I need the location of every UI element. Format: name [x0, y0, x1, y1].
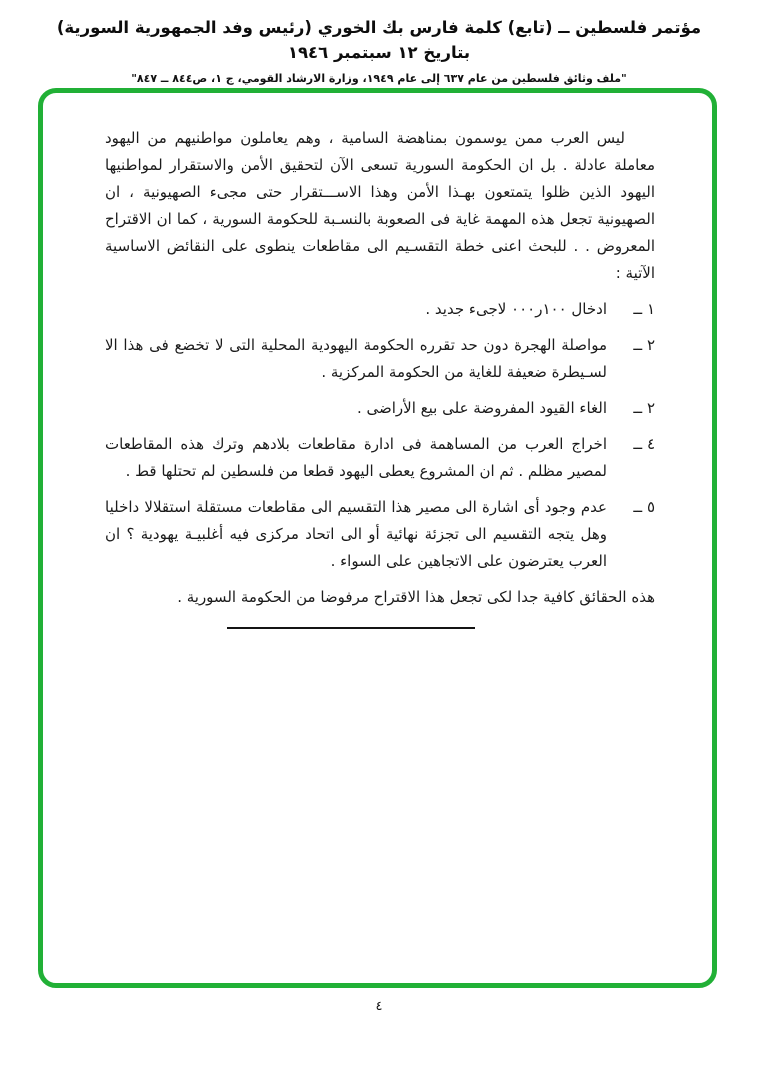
item-text: مواصلة الهجرة دون حد تقرره الحكومة اليهودية المحلية التى لا تخضع فى هذا الا لسـيطرة ضعيفة للغاية من الحكومة المركزية . [105, 336, 607, 381]
item-marker [607, 494, 655, 575]
list-item [105, 395, 655, 422]
item-text: الغاء القيود المفروضة على بيع الأراضى . [356, 399, 607, 417]
item-dash: ــ [633, 498, 643, 516]
item-dash: ــ [633, 300, 643, 318]
list-item [105, 296, 655, 323]
item-number: ١ [646, 300, 655, 318]
list-item [105, 332, 655, 386]
item-marker [607, 431, 655, 485]
item-dash: ــ [633, 336, 643, 354]
document-body [43, 93, 712, 629]
list-item [105, 494, 655, 575]
item-dash: ــ [633, 399, 643, 417]
item-number: ٥ [646, 498, 655, 516]
item-marker [607, 332, 655, 386]
item-text: عدم وجود أى اشارة الى مصير هذا التقسيم الى مقاطعات مستقلة استقلالا داخليا وهل يتجه التقسيم الى تجزئة نهائية أو الى اتحاد مركزى فيه أغلبيـة يهودية ؟ ان العرب يعترضون على الاتجاهين على السواء . [105, 498, 607, 570]
closing-paragraph: هذه الحقائق كافية جدا لكى تجعل هذا الاقتراح مرفوضا من الحكومة السورية . [177, 588, 655, 606]
item-dash: ــ [633, 435, 643, 453]
item-marker [607, 296, 655, 323]
source-citation: "ملف وثائق فلسطين من عام ٦٣٧ إلى عام ١٩٤٩، وزارة الارشاد القومي، ج ١، ص٨٤٤ ــ ٨٤٧" [131, 71, 627, 85]
item-number: ٤ [646, 435, 655, 453]
item-marker [607, 395, 655, 422]
document-frame [38, 88, 717, 988]
item-text: ادخال ١٠٠ر٠٠٠ لاجىء جديد . [425, 300, 607, 318]
page-header [0, 0, 758, 85]
separator-line [227, 627, 475, 629]
page-number: ٤ [375, 999, 383, 1014]
intro-paragraph: ليس العرب ممن يوسمون بمناهضة السامية ، وهم يعاملون مواطنيهم من اليهود معاملة عادلة . بل ان الحكومة السورية تسعى الآن لتحقيق الأمن والاستقرار لمواطنيها اليهود الذين ظلوا يتمتعون بهـذا الأمن وهذا الاســـتقرار حتى مجىء الصهيونية ، ان الصهيونية تجعل هذه المهمة غاية فى الصعوبة بالنسـبة للحكومة السورية ، كما ان الاقتراح المعروض . . للبحث اعنى خطة التقسـيم الى مقاطعات ينطوى على النقائض الاساسية الآتية : [105, 129, 655, 282]
item-text: اخراج العرب من المساهمة فى ادارة مقاطعات بلادهم وترك هذه المقاطعات لمصير مظلم . ثم ان المشروع يعطى اليهود قطعا من فلسطين لم تحتلها قط . [105, 435, 607, 480]
page-title: مؤتمر فلسطين ــ (تابع) كلمة فارس بك الخوري (رئيس وفد الجمهورية السورية) بتاريخ ١٢ سبتمبر ١٩٤٦ [56, 18, 702, 62]
list-item [105, 431, 655, 485]
item-number: ٢ [646, 399, 655, 417]
item-number: ٢ [646, 336, 655, 354]
